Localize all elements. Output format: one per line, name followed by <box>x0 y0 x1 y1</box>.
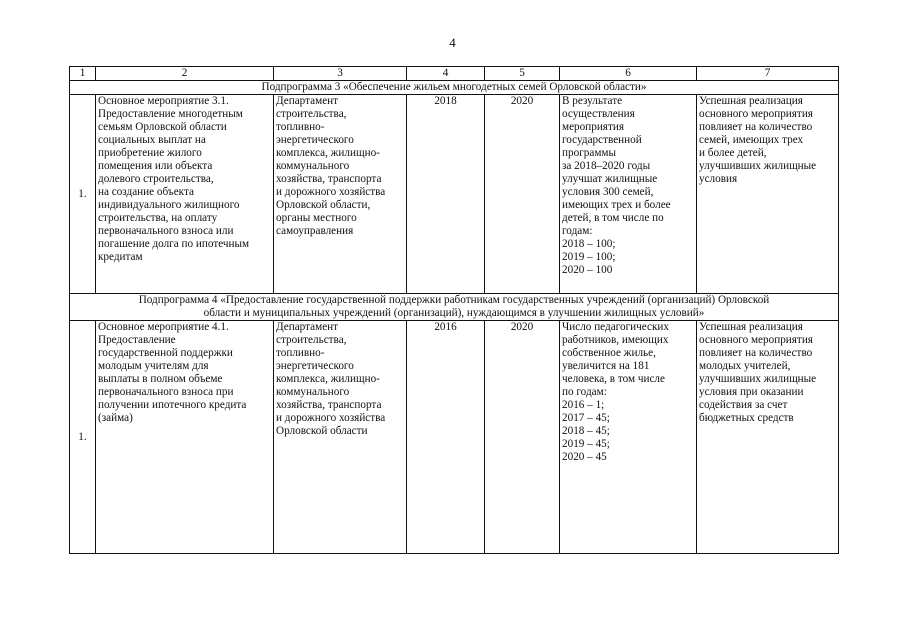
activity-line: Основное мероприятие 3.1. <box>98 95 229 107</box>
executor-line: Орловской области, <box>276 199 371 211</box>
table-row <box>70 321 839 554</box>
column-header: 3 <box>274 67 407 81</box>
activity-line: первоначального взноса или <box>98 225 234 237</box>
result-line: работников, имеющих <box>562 334 669 346</box>
executor-line: энергетического <box>276 134 354 146</box>
executor-line: топливно- <box>276 121 325 133</box>
executor-line: комплекса, жилищно- <box>276 373 380 385</box>
outcome-cell <box>697 321 839 554</box>
start-year: 2018 <box>407 95 485 294</box>
activity-cell <box>96 95 274 294</box>
result-line: В результате <box>562 95 623 107</box>
outcome-line: бюджетных средств <box>699 412 794 424</box>
program-table <box>69 66 839 554</box>
result-line: осуществления <box>562 108 635 120</box>
outcome-cell <box>697 95 839 294</box>
subprogram-4-title <box>70 294 839 321</box>
executor-line: Департамент <box>276 321 339 333</box>
activity-line: помещения или объекта <box>98 160 213 172</box>
result-line: мероприятия <box>562 121 624 133</box>
outcome-line: содействия за счет <box>699 399 788 411</box>
activity-line: долевого строительства, <box>98 173 214 185</box>
end-year: 2020 <box>485 95 560 294</box>
section-title-row <box>70 81 839 95</box>
activity-line: получении ипотечного кредита <box>98 399 247 411</box>
outcome-line: основного мероприятия <box>699 108 813 120</box>
activity-line: приобретение жилого <box>98 147 202 159</box>
result-line: улучшат жилищные <box>562 173 658 185</box>
column-header: 7 <box>697 67 839 81</box>
subprogram-4-title-line: Подпрограмма 4 «Предоставление государственной поддержки работникам государственных учреждений (организаций) Орловской <box>138 294 770 306</box>
result-line: увеличится на 181 <box>562 360 650 372</box>
subprogram-4-title-line: области и муниципальных учреждений (организаций), нуждающимся в улучшении жилищных условий» <box>203 307 705 319</box>
activity-line: на создание объекта <box>98 186 194 198</box>
activity-line: строительства, на оплату <box>98 212 218 224</box>
outcome-line: условия при оказании <box>699 386 804 398</box>
executor-line: хозяйства, транспорта <box>276 399 382 411</box>
outcome-line: условия <box>699 173 738 185</box>
section-title-row <box>70 294 839 321</box>
outcome-line: и более детей, <box>699 147 767 159</box>
outcome-line: повлияет на количество <box>699 121 813 133</box>
result-cell <box>560 321 697 554</box>
result-line: 2016 – 1; <box>562 399 605 411</box>
column-header: 6 <box>560 67 697 81</box>
result-line: 2020 – 100 <box>562 264 613 276</box>
column-header: 4 <box>407 67 485 81</box>
outcome-line: Успешная реализация <box>699 95 803 107</box>
executor-line: строительства, <box>276 108 347 120</box>
outcome-line: семей, имеющих трех <box>699 134 804 146</box>
executor-line: коммунального <box>276 386 350 398</box>
outcome-line: молодых учителей, <box>699 360 791 372</box>
result-line: имеющих трех и более <box>562 199 671 211</box>
activity-line: Предоставление <box>98 334 176 346</box>
column-header: 1 <box>70 67 96 81</box>
executor-line: самоуправления <box>276 225 354 237</box>
executor-line: органы местного <box>276 212 357 224</box>
executor-line: коммунального <box>276 160 350 172</box>
activity-line: Основное мероприятие 4.1. <box>98 321 229 333</box>
activity-line: первоначального взноса при <box>98 386 234 398</box>
executor-line: строительства, <box>276 334 347 346</box>
start-year: 2016 <box>407 321 485 554</box>
result-line: 2018 – 100; <box>562 238 616 250</box>
subprogram-3-title: Подпрограмма 3 «Обеспечение жильем многодетных семей Орловской области» <box>70 81 839 95</box>
activity-line: выплаты в полном объеме <box>98 373 223 385</box>
result-line: 2018 – 45; <box>562 425 610 437</box>
result-line: программы <box>562 147 616 159</box>
result-line: условия 300 семей, <box>562 186 654 198</box>
result-cell <box>560 95 697 294</box>
row-number: 1. <box>70 321 96 554</box>
result-line: собственное жилье, <box>562 347 656 359</box>
executor-line: топливно- <box>276 347 325 359</box>
executor-line: и дорожного хозяйства <box>276 186 386 198</box>
activity-line: молодым учителям для <box>98 360 209 372</box>
outcome-line: улучшивших жилищные <box>699 160 817 172</box>
executor-line: Департамент <box>276 95 339 107</box>
result-line: годам: <box>562 225 593 237</box>
executor-cell <box>274 95 407 294</box>
result-line: по годам: <box>562 386 607 398</box>
activity-line: индивидуального жилищного <box>98 199 240 211</box>
end-year: 2020 <box>485 321 560 554</box>
result-line: детей, в том числе по <box>562 212 664 224</box>
outcome-line: основного мероприятия <box>699 334 813 346</box>
header-row <box>70 67 839 81</box>
executor-line: хозяйства, транспорта <box>276 173 382 185</box>
executor-line: Орловской области <box>276 425 368 437</box>
result-line: 2017 – 45; <box>562 412 610 424</box>
row-number: 1. <box>70 95 96 294</box>
activity-line: Предоставление многодетным <box>98 108 243 120</box>
result-line: государственной <box>562 134 642 146</box>
table-row <box>70 95 839 294</box>
executor-line: и дорожного хозяйства <box>276 412 386 424</box>
result-line: 2020 – 45 <box>562 451 607 463</box>
activity-line: социальных выплат на <box>98 134 206 146</box>
result-line: за 2018–2020 годы <box>562 160 651 172</box>
column-header: 5 <box>485 67 560 81</box>
executor-line: комплекса, жилищно- <box>276 147 380 159</box>
column-header: 2 <box>96 67 274 81</box>
result-line: 2019 – 45; <box>562 438 610 450</box>
activity-line: (займа) <box>98 412 133 424</box>
activity-line: погашение долга по ипотечным <box>98 238 250 250</box>
result-line: Число педагогических <box>562 321 669 333</box>
result-line: 2019 – 100; <box>562 251 616 263</box>
activity-line: семьям Орловской области <box>98 121 227 133</box>
executor-line: энергетического <box>276 360 354 372</box>
outcome-line: улучшивших жилищные <box>699 373 817 385</box>
result-line: человека, в том числе <box>562 373 665 385</box>
outcome-line: повлияет на количество <box>699 347 813 359</box>
page-number: 4 <box>449 35 456 50</box>
activity-line: кредитам <box>98 251 143 263</box>
outcome-line: Успешная реализация <box>699 321 803 333</box>
executor-cell <box>274 321 407 554</box>
activity-line: государственной поддержки <box>98 347 233 359</box>
activity-cell <box>96 321 274 554</box>
